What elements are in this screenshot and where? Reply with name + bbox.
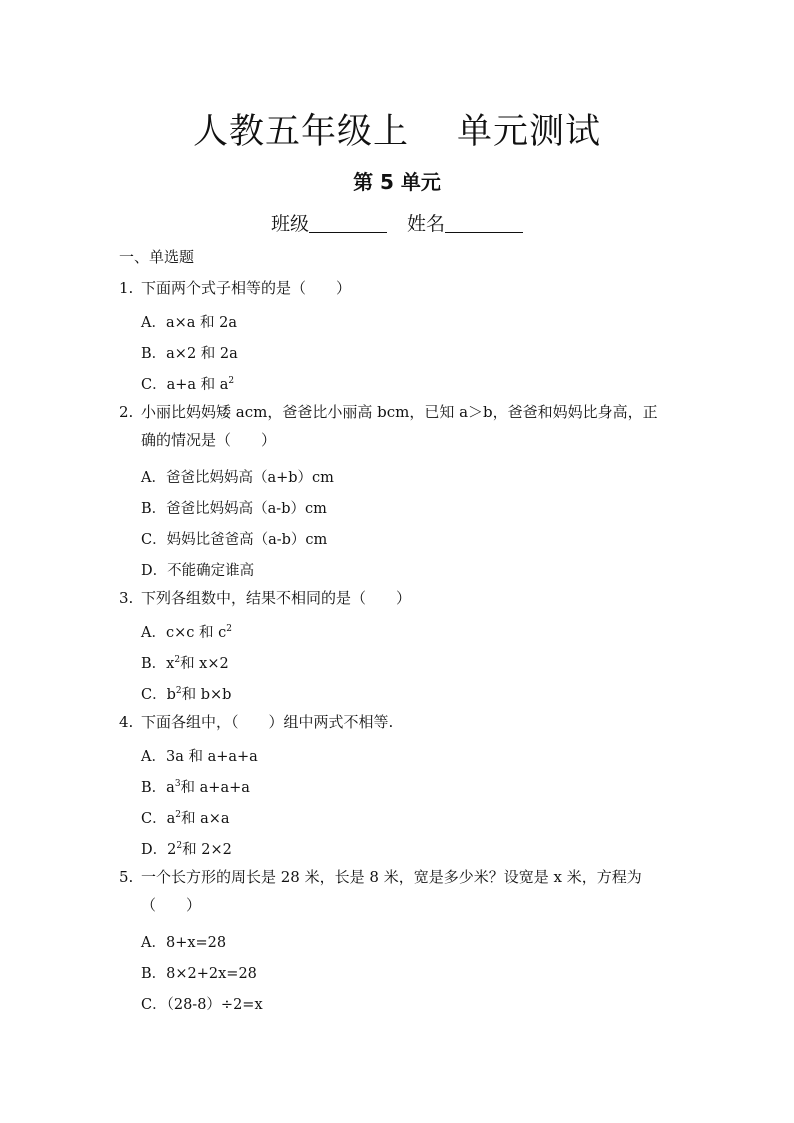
question-4 — [119, 711, 679, 866]
option-b[interactable]: B．8×2+2x=28 — [141, 966, 257, 982]
question-stem: 下面两个式子相等的是（ ） — [141, 279, 352, 297]
section-heading: 一、单选题 — [119, 248, 195, 266]
option-b[interactable]: B．$a^3$和 a+a+a — [141, 779, 250, 796]
option-a[interactable]: A．3a 和 a+a+a — [141, 749, 258, 765]
page-title — [0, 104, 794, 154]
option-b[interactable]: B．$x^2$和 x×2 — [141, 655, 229, 672]
option-b[interactable]: B．爸爸比妈妈高（a-b）cm — [141, 501, 327, 517]
question-number: 4. — [119, 713, 134, 731]
question-list — [119, 277, 679, 1021]
option-d[interactable]: D．$2^2$和 2×2 — [141, 841, 232, 858]
option-c[interactable]: C．妈妈比爸爸高（a-b）cm — [141, 532, 328, 548]
title-left: 人教五年级上 — [192, 112, 409, 152]
question-stem: 下面各组中，（ ）组中两式不相等. — [141, 713, 394, 731]
question-number: 1. — [119, 279, 134, 297]
option-a[interactable]: A．a×a 和 2a — [141, 315, 238, 331]
option-c[interactable]: C．$b^2$和 b×b — [141, 686, 232, 703]
question-stem: 一个长方形的周长是 28 米，长是 8 米，宽是多少米？设宽是 x 米，方程为 （ ） — [141, 868, 642, 914]
question-stem: 小丽比妈妈矮 acm，爸爸比小丽高 bcm，已知 a＞b，爸爸和妈妈比身高，正 确的情况是（ ） — [141, 403, 658, 449]
question-3 — [119, 587, 679, 711]
class-label: 班级 — [270, 213, 309, 235]
title-right: 单元测试 — [457, 112, 602, 152]
name-label: 姓名 — [407, 213, 446, 235]
unit-subtitle: 第 5 单元 — [353, 170, 441, 194]
question-2 — [119, 401, 679, 587]
option-c[interactable]: C．（28-8）÷2=x — [141, 997, 263, 1013]
student-info-line — [0, 209, 794, 236]
option-d[interactable]: D．不能确定谁高 — [141, 563, 255, 579]
question-number: 3. — [119, 589, 134, 607]
option-b[interactable]: B．a×2 和 2a — [141, 346, 238, 362]
option-c[interactable]: C．$a^2$和 a×a — [141, 810, 230, 827]
question-5 — [119, 866, 679, 1021]
question-number: 2. — [119, 403, 134, 421]
question-number: 5. — [119, 868, 134, 886]
option-a[interactable]: A．爸爸比妈妈高（a+b）cm — [141, 470, 334, 486]
question-stem: 下列各组数中，结果不相同的是（ ） — [141, 589, 412, 607]
option-c[interactable]: C．a+a 和 $a^2$ — [141, 376, 235, 393]
option-a[interactable]: A．c×c 和 $c^2$ — [141, 624, 232, 641]
option-a[interactable]: A．8+x=28 — [141, 935, 227, 951]
class-blank[interactable] — [309, 213, 387, 233]
name-blank[interactable] — [445, 213, 523, 233]
question-1 — [119, 277, 679, 401]
